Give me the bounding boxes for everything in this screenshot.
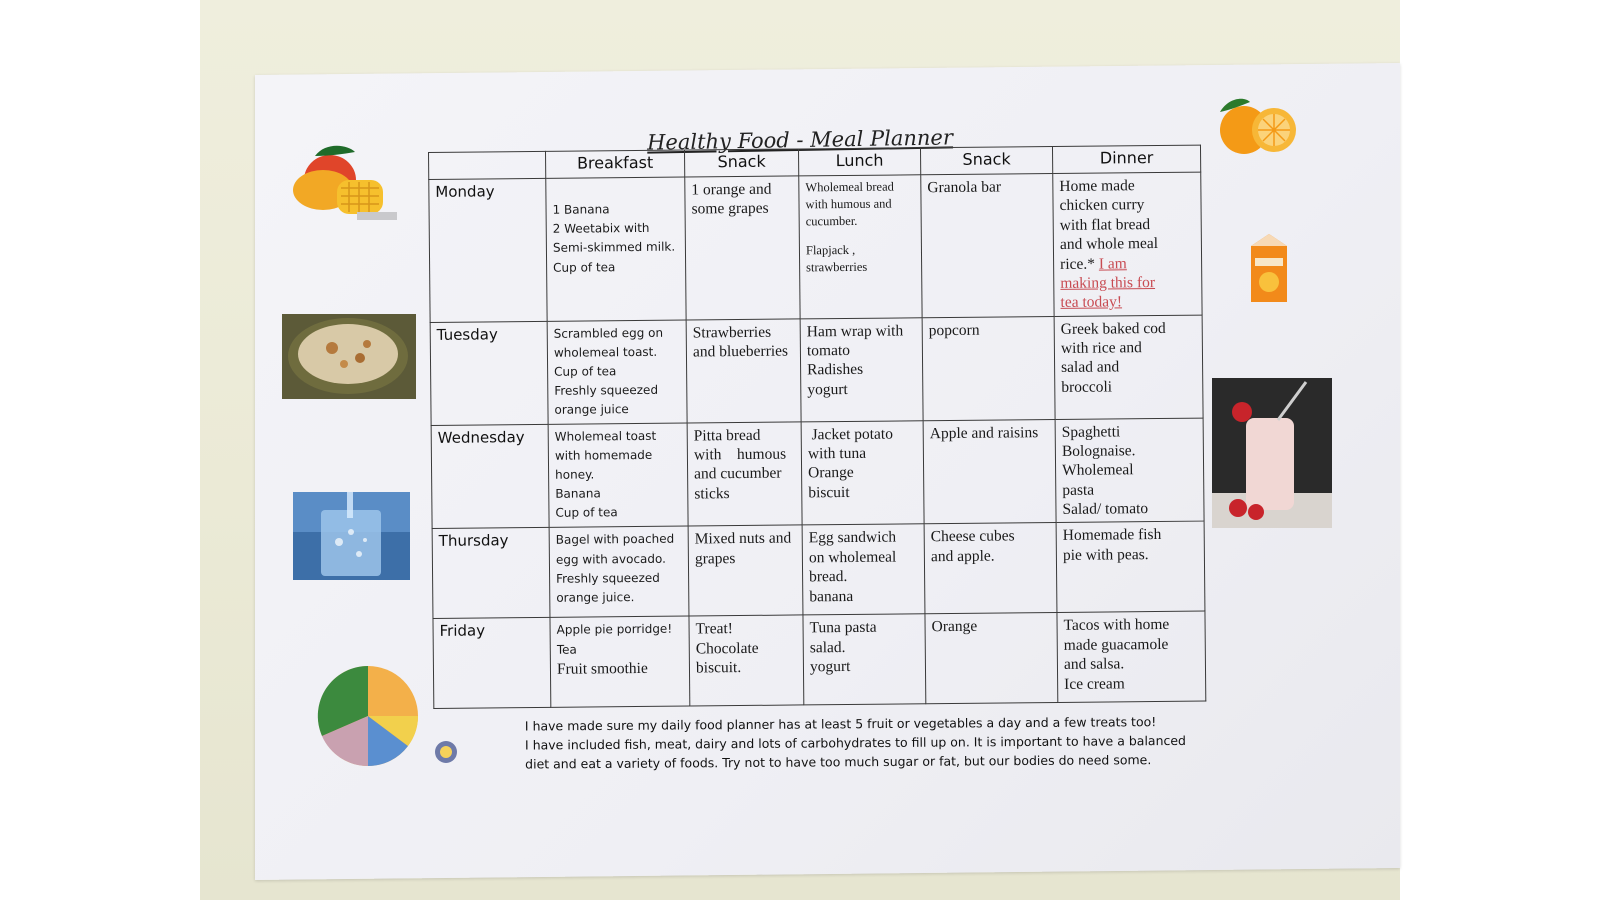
meal-line: Apple pie porridge! (556, 622, 673, 638)
meal-line: some grapes (691, 200, 769, 218)
meal-line: Tea (556, 642, 577, 657)
snack2-cell (924, 523, 1057, 614)
meal-line: chicken curry (1059, 196, 1145, 215)
breakfast-cell (549, 526, 689, 617)
meal-line: Pitta bread (693, 426, 761, 445)
footer-line: I have made sure my daily food planner has at least 5 fruit or vegetables a day and a few treats too! (524, 714, 1157, 734)
meal-line: Spaghetti (1061, 422, 1121, 441)
snack1-cell (687, 421, 802, 526)
meal-line: Orange (931, 618, 978, 636)
meal-line: Radishes (807, 361, 864, 379)
header-breakfast: Breakfast (545, 150, 684, 178)
table-row (432, 522, 1205, 619)
meal-line: Apple and raisins (929, 423, 1039, 442)
meal-line: on wholemeal (808, 548, 897, 567)
table-row (431, 418, 1204, 529)
meal-line: and blueberries (692, 342, 789, 361)
snack1-cell (685, 176, 800, 320)
meal-line: and whole meal (1059, 235, 1159, 254)
meal-line: tomato (806, 341, 851, 360)
meal-line: grapes (694, 549, 736, 568)
meal-line: Tuna pasta (809, 619, 877, 637)
snack2-cell (922, 316, 1055, 420)
meal-line: egg with avocado. (555, 551, 666, 567)
meal-line: Semi-skimmed milk. (552, 240, 676, 256)
header-corner (429, 151, 546, 179)
meal-line: wholemeal toast. (553, 344, 658, 360)
lunch-cell (800, 317, 923, 421)
meal-line: Orange (808, 464, 854, 482)
strawberry-smoothie-image (1212, 378, 1332, 528)
meal-line: Chocolate (695, 639, 759, 658)
meal-line: Cup of tea (554, 364, 617, 379)
dinner-cell (1053, 172, 1202, 316)
dinner-text: rice.* (1060, 255, 1096, 273)
table-row (430, 315, 1203, 425)
meal-line: Jacket potato (807, 425, 894, 443)
snack2-cell (921, 174, 1054, 318)
header-snack: Snack (684, 149, 798, 177)
meal-line: bread. (809, 568, 848, 586)
day-label: Tuesday (430, 321, 548, 425)
dinner-cell (1056, 522, 1205, 613)
meal-line: Egg sandwich (808, 528, 897, 547)
meal-line: Ice cream (1064, 674, 1125, 693)
meal-line: Wholemeal bread (805, 179, 894, 195)
meal-line: Tacos with home (1063, 616, 1170, 635)
snack1-cell (686, 319, 801, 423)
meal-line: with flat bread (1059, 215, 1151, 234)
meal-line: Freshly squeezed (554, 382, 659, 398)
header-snack: Snack (920, 147, 1052, 175)
meal-line: yogurt (807, 380, 848, 399)
meal-line (806, 229, 915, 242)
lunch-cell (799, 175, 922, 319)
lunch-cell (801, 420, 924, 525)
meal-line: pie with peas. (1062, 545, 1149, 564)
meal-line: Treat! (695, 620, 733, 638)
meal-planner-table (428, 145, 1206, 710)
meal-line: 1 Banana (552, 202, 610, 217)
meal-line: and salsa. (1063, 655, 1125, 674)
meal-line: Cup of tea (555, 505, 618, 521)
breakfast-cell (547, 320, 687, 424)
meal-line: Banana (555, 486, 601, 501)
day-label: Friday (433, 618, 551, 709)
meal-line: and apple. (930, 547, 995, 566)
meal-line: cucumber. (805, 213, 858, 229)
header-dinner: Dinner (1052, 145, 1200, 173)
dinner-cell (1054, 315, 1203, 419)
meal-line: with humous and (805, 196, 892, 212)
day-label: Thursday (432, 528, 550, 619)
meal-line: Greek baked cod (1060, 319, 1166, 338)
lunch-cell (802, 524, 925, 615)
meal-planner-table-wrapper (428, 145, 1205, 700)
breakfast-cell (546, 177, 686, 321)
meal-line: Granola bar (927, 178, 1002, 197)
meal-line: Cheese cubes (930, 527, 1015, 546)
meal-line: broccoli (1061, 378, 1113, 396)
meal-line (1060, 253, 1195, 274)
meal-line: Home made (1059, 177, 1135, 195)
meal-line: orange juice (554, 402, 629, 418)
meal-line: 1 orange and (691, 180, 772, 199)
meal-line: biscuit. (695, 659, 742, 677)
meal-line: made guacamole (1063, 635, 1169, 654)
meal-line: 2 Weetabix with (552, 221, 650, 236)
meal-line: Ham wrap with (806, 322, 904, 340)
footer-line: diet and eat a variety of foods. Try not to have too much sugar or fat, but our bodies do need some. (525, 752, 1152, 772)
juice-carton-icon (1245, 232, 1293, 304)
tea-today-link[interactable]: tea today! (1060, 293, 1123, 312)
porridge-bowl-image (282, 314, 416, 399)
meal-line: Strawberries (692, 323, 772, 342)
meal-line: Bolognaise. (1061, 442, 1136, 460)
header-lunch: Lunch (798, 148, 920, 176)
snack2-cell (923, 419, 1056, 524)
meal-line: Homemade fish (1062, 526, 1162, 545)
meal-line: banana (809, 587, 854, 605)
meal-line: biscuit (808, 483, 850, 502)
table-row (429, 172, 1202, 322)
meal-line: Freshly squeezed (556, 570, 660, 586)
snack1-cell (689, 615, 804, 706)
meal-line: with humous (693, 445, 787, 464)
meal-line: orange juice. (556, 590, 635, 605)
meal-line: Fruit smoothie (556, 659, 648, 678)
meal-line: salad and (1061, 358, 1120, 377)
table-row (433, 612, 1206, 709)
day-label: Monday (429, 178, 547, 322)
dinner-cell (1057, 612, 1206, 703)
meal-line: and cucumber (694, 464, 782, 483)
meal-line: Mixed nuts and (694, 529, 792, 548)
meal-line: Scrambled egg on (553, 325, 664, 341)
orange-slices-icon (1210, 90, 1305, 158)
meal-line: strawberries (806, 259, 868, 274)
meal-line: Flapjack , (805, 242, 856, 258)
meal-line: yogurt (809, 658, 851, 676)
meal-line: Wholemeal (1062, 461, 1134, 480)
meal-line: pasta (1062, 481, 1095, 499)
dinner-cell (1055, 418, 1204, 523)
meal-line: popcorn (928, 321, 980, 339)
meal-line: sticks (694, 484, 730, 503)
mango-icon (285, 138, 403, 226)
footer-line: I have included fish, meat, dairy and lots of carbohydrates to fill up on. It is important to have a balanced (524, 732, 1187, 753)
glass-of-water-image (293, 492, 410, 580)
lunch-cell (803, 614, 926, 705)
meal-line: Salad/ tomato (1062, 500, 1149, 518)
meal-line: salad. (809, 638, 846, 657)
meal-line: Cup of tea (553, 259, 616, 275)
meal-line: with homemade (554, 447, 653, 463)
meal-line: with tuna (807, 444, 867, 463)
page-title: Healthy Food - Meal Planner (646, 125, 954, 155)
day-label: Wednesday (431, 424, 549, 529)
meal-line: Wholemeal toast (554, 428, 657, 444)
tea-today-link[interactable]: I am (1098, 254, 1127, 273)
tea-today-link[interactable]: making this for (1060, 273, 1156, 292)
meal-line: honey. (555, 467, 595, 482)
meal-line: with rice and (1060, 339, 1142, 357)
meal-line: Bagel with poached (555, 532, 675, 548)
breakfast-cell (550, 616, 690, 707)
breakfast-cell (548, 423, 688, 528)
footer-note (525, 711, 1245, 773)
snack2-cell (925, 613, 1058, 704)
snack1-cell (688, 525, 803, 616)
